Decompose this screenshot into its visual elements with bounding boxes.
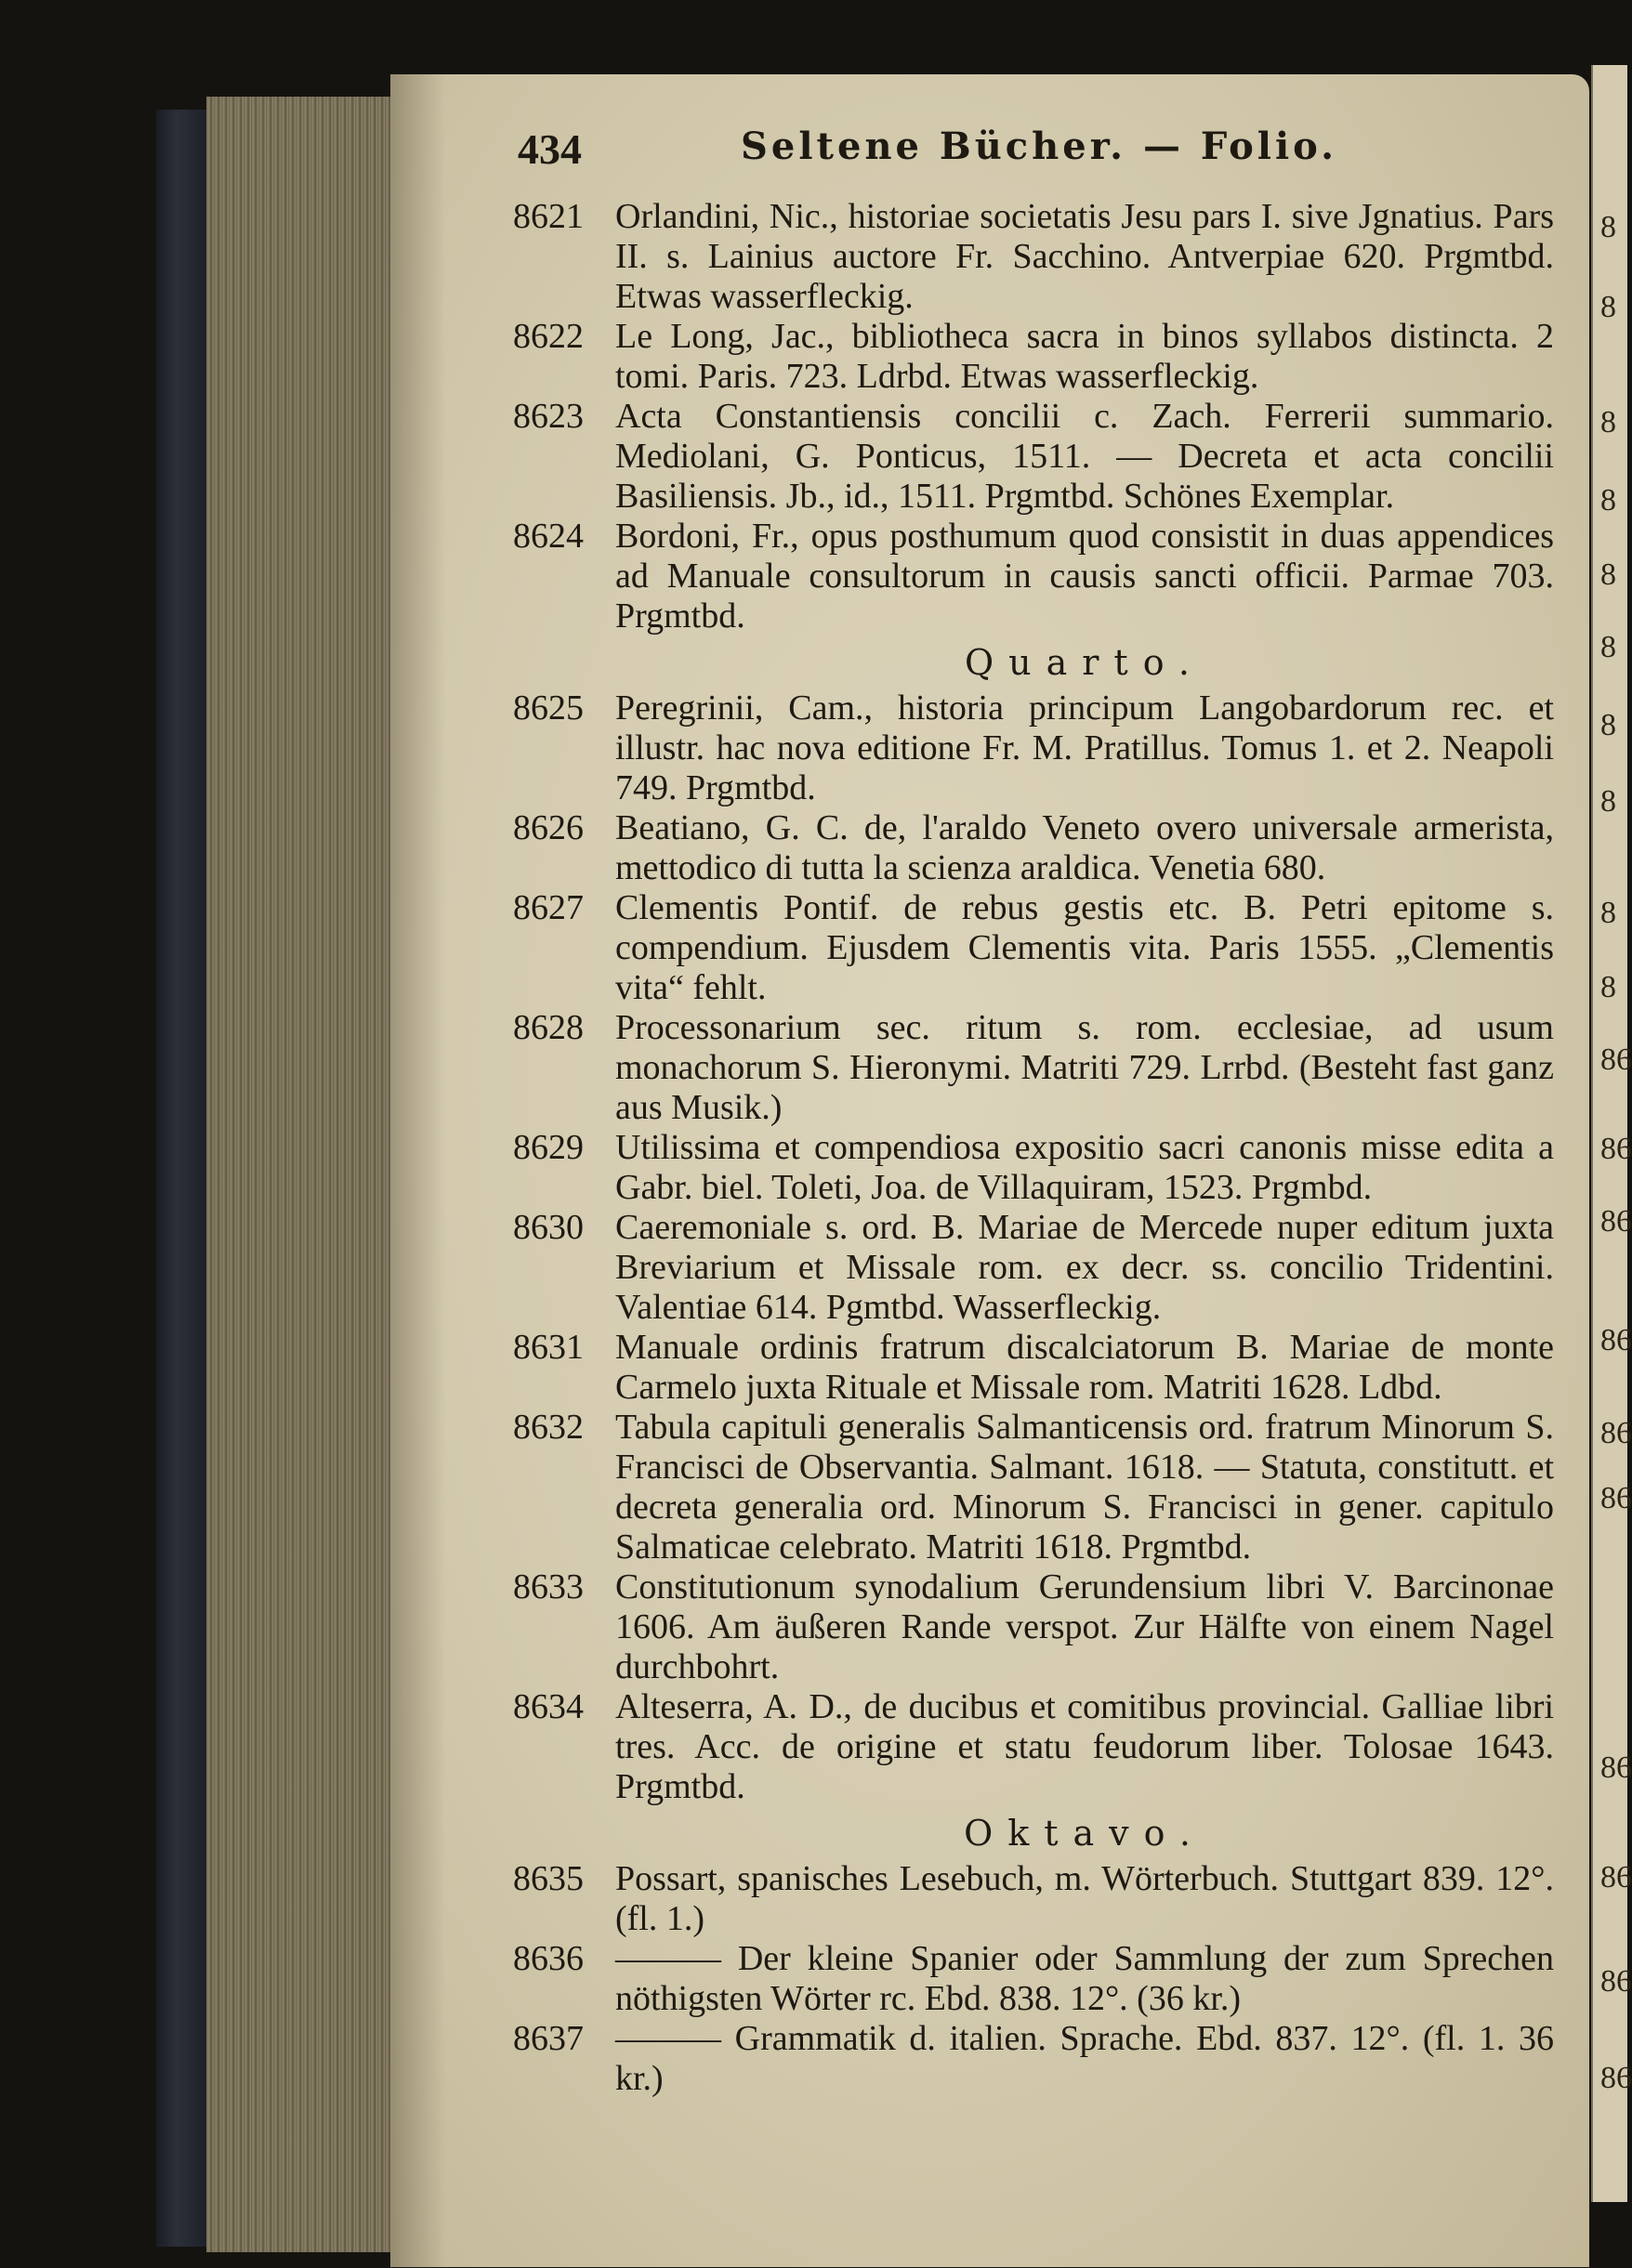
facing-page-fragment: 86 [1600,1750,1632,1785]
facing-page-fragment: 8 [1600,970,1616,1004]
section-heading-quarto: Quarto. [964,642,1204,683]
entry-text: Tabula capituli generalis Salmanticensis ord. fratrum Minorum S. Francisci de Observantia. Salmant. 1618. — Statuta, constitutt. et decreta generalia ord. Minorum S. Francisci in gener. capitulo Salmaticae celebrato. Matriti 1618. Prgmtbd. [615,1408,1554,1567]
entry-text: Possart, spanisches Lesebuch, m. Wörterbuch. Stuttgart 839. 12°. (fl. 1.) [615,1859,1554,1938]
facing-page-fragment: 86 [1600,1860,1632,1894]
entry-number: 8637 [513,2019,584,2058]
facing-page-fragment: 86 [1600,1323,1632,1357]
catalogue-entry [513,517,1554,636]
entry-text: Beatiano, G. C. de, l'araldo Veneto overo universale armerista, mettodico di tutta la scienza araldica. Venetia 680. [615,808,1554,887]
catalogue-entry [513,808,1554,888]
entry-number: 8635 [513,1859,584,1898]
entry-number: 8622 [513,317,584,356]
catalogue-entry [513,888,1554,1008]
entry-number: 8629 [513,1128,584,1167]
catalogue-entry [513,1328,1554,1408]
catalogue-entry [513,1939,1554,2019]
entry-text: Orlandini, Nic., historiae societatis Jesu pars I. sive Jgnatius. Pars II. s. Lainius auctore Fr. Sacchino. Antverpiae 620. Prgmtbd. Etwas wasserfleckig. [615,197,1554,316]
facing-page-fragment: 8 [1600,483,1616,518]
facing-page-fragment: 8 [1600,784,1616,819]
entry-number: 8632 [513,1408,584,1447]
catalogue-entry [513,1208,1554,1328]
running-title: Seltene Bücher. — Folio. [741,125,1338,168]
catalogue-entry [513,1687,1554,1807]
facing-page-fragment: 86 [1600,1416,1632,1450]
entry-number: 8630 [513,1208,584,1247]
facing-page-fragment: 8 [1600,708,1616,742]
catalogue-entries [513,197,1554,2099]
entry-text: Acta Constantiensis concilii c. Zach. Ferrerii summario. Mediolani, G. Ponticus, 1511. — Decreta et acta concilii Basiliensis. Jb., id., 1511. Prgmtbd. Schönes Exemplar. [615,397,1554,516]
entry-number: 8623 [513,397,584,436]
entry-text: Processonarium sec. ritum s. rom. ecclesiae, ad usum monachorum S. Hieronymi. Matriti 729. Lrrbd. (Besteht fast ganz aus Musik.) [615,1008,1554,1127]
entry-text: Utilissima et compendiosa expositio sacri canonis misse edita a Gabr. biel. Toleti, Joa. de Villaquiram, 1523. Prgmbd. [615,1128,1554,1207]
facing-page-fragment: 8 [1600,557,1616,592]
catalogue-entry [513,197,1554,317]
entry-text: Peregrinii, Cam., historia principum Langobardorum rec. et illustr. hac nova editione Fr. M. Pratillus. Tomus 1. et 2. Neapoli 749. Prgmtbd. [615,688,1554,807]
entry-text: ——— Grammatik d. italien. Sprache. Ebd. 837. 12°. (fl. 1. 36 kr.) [615,2019,1554,2098]
facing-page-fragment: 86 [1600,1204,1632,1239]
entry-number: 8631 [513,1328,584,1367]
facing-page-fragment: 86 [1600,1042,1632,1077]
catalogue-entry [513,317,1554,397]
catalogue-entry [513,688,1554,808]
catalogue-entry [513,1567,1554,1687]
entry-text: Alteserra, A. D., de ducibus et comitibus provincial. Galliae libri tres. Acc. de origine et statu feudorum liber. Tolosae 1643. Prgmtbd. [615,1687,1554,1806]
gutter-shadow [390,74,446,2267]
entry-text: Caeremoniale s. ord. B. Mariae de Mercede nuper editum juxta Breviarium et Missale rom. ex decr. ss. concilio Tridentini. Valentiae 614. Pgmtbd. Wasserfleckig. [615,1208,1554,1327]
entry-text: Constitutionum synodalium Gerundensium libri V. Barcinonae 1606. Am äußeren Rande verspot. Zur Hälfte von einem Nagel durchbohrt. [615,1567,1554,1686]
entry-number: 8621 [513,197,584,236]
facing-page-fragment: 8 [1600,290,1616,324]
entry-number: 8633 [513,1567,584,1606]
entry-text: Bordoni, Fr., opus posthumum quod consistit in duas appendices ad Manuale consultorum in causis sancti officii. Parmae 703. Prgmtbd. [615,517,1554,636]
entry-text: Clementis Pontif. de rebus gestis etc. B. Petri epitome s. compendium. Ejusdem Clementis vita. Paris 1555. „Clementis vita“ fehlt. [615,888,1554,1007]
facing-page-fragment: 8 [1600,630,1616,664]
catalogue-entry [513,1008,1554,1128]
catalogue-entry [513,1408,1554,1567]
facing-page-fragment: 86 [1600,2061,1632,2095]
page-edges [206,97,392,2252]
entry-number: 8627 [513,888,584,927]
entry-text: Manuale ordinis fratrum discalciatorum B. Mariae de monte Carmelo juxta Rituale et Missale rom. Matriti 1628. Ldbd. [615,1328,1554,1407]
page-number: 434 [518,125,582,173]
entry-number: 8625 [513,688,584,728]
facing-page-fragment: 8 [1600,210,1616,244]
catalogue-entry [513,1859,1554,1939]
book-spine [156,110,208,2247]
entry-text: Le Long, Jac., bibliotheca sacra in binos syllabos distincta. 2 tomi. Paris. 723. Ldrbd. Etwas wasserfleckig. [615,317,1554,396]
catalogue-entry [513,2019,1554,2099]
facing-page-fragment: 86 [1600,1481,1632,1515]
entry-number: 8636 [513,1939,584,1978]
section-heading-oktavo: Oktavo. [964,1813,1205,1854]
facing-page-fragment: 8 [1600,896,1616,930]
entry-number: 8624 [513,517,584,556]
entry-number: 8634 [513,1687,584,1726]
page-header [518,125,1540,177]
facing-page-fragment: 8 [1600,405,1616,439]
facing-page-fragment: 86 [1600,1964,1632,1999]
entry-text: ——— Der kleine Spanier oder Sammlung der zum Sprechen nöthigsten Wörter rc. Ebd. 838. 12°. (36 kr.) [615,1939,1554,2018]
entry-number: 8628 [513,1008,584,1047]
facing-page-fragment: 86 [1600,1132,1632,1166]
catalogue-entry [513,1128,1554,1208]
catalogue-entry [513,397,1554,517]
entry-number: 8626 [513,808,584,847]
